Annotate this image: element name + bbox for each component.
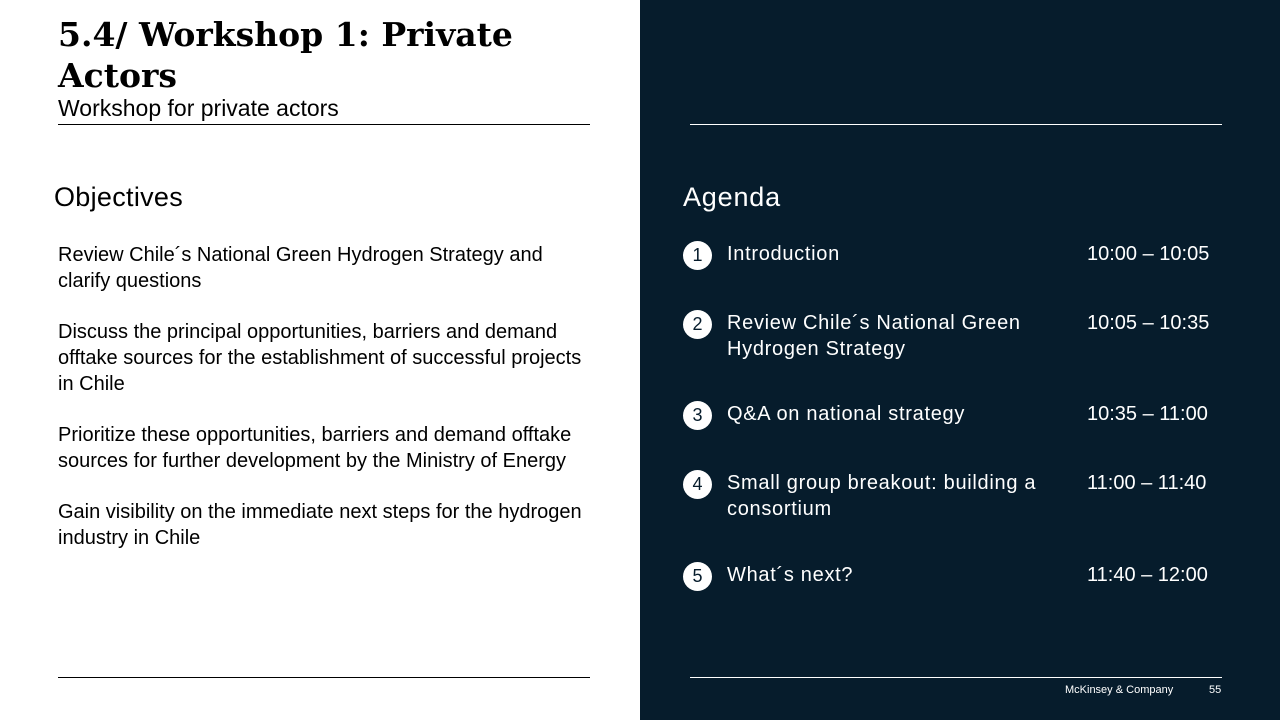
agenda-number-badge: 4: [683, 470, 712, 499]
agenda-number-badge: 3: [683, 401, 712, 430]
objective-item: Discuss the principal opportunities, barriers and demand offtake sources for the establishment of successful projects in Chile: [58, 321, 582, 395]
agenda-item-time: 10:00 – 10:05: [1087, 243, 1210, 265]
footer-company: McKinsey & Company: [1065, 684, 1174, 696]
agenda-item-label: Q&A on national strategy: [727, 403, 966, 425]
agenda-item-time: 11:40 – 12:00: [1087, 564, 1208, 586]
objectives-heading: Objectives: [54, 182, 184, 212]
page-subtitle: Workshop for private actors: [58, 95, 339, 121]
agenda-item-label: Small group breakout: building a consortium: [727, 472, 1037, 520]
agenda-item-time: 11:00 – 11:40: [1087, 472, 1207, 494]
agenda-number-badge: 5: [683, 562, 712, 591]
agenda-panel: [640, 0, 1280, 720]
divider-bottom-left: [58, 677, 590, 678]
objectives-list: [58, 242, 583, 576]
agenda-heading: Agenda: [683, 182, 781, 212]
divider-top-right: [690, 124, 1222, 125]
agenda-item-time: 10:05 – 10:35: [1087, 312, 1210, 334]
divider-bottom-right: [690, 677, 1222, 678]
agenda-number-badge: 1: [683, 241, 712, 270]
agenda-item-label: What´s next?: [727, 564, 854, 586]
agenda-item-label: Introduction: [727, 243, 840, 265]
agenda-item-time: 10:35 – 11:00: [1087, 403, 1208, 425]
agenda-item-label: Review Chile´s National Green Hydrogen Strategy: [727, 312, 1021, 360]
objective-item: Prioritize these opportunities, barriers and demand offtake sources for further development by the Ministry of Energy: [58, 424, 572, 472]
objective-item: Review Chile´s National Green Hydrogen Strategy and clarify questions: [58, 244, 543, 292]
page-number: 55: [1209, 684, 1222, 696]
objective-item: Gain visibility on the immediate next steps for the hydrogen industry in Chile: [58, 501, 582, 549]
agenda-number-badge: 2: [683, 310, 712, 339]
divider-top-left: [58, 124, 590, 125]
page-title: 5.4/ Workshop 1: Private Actors: [58, 15, 513, 95]
